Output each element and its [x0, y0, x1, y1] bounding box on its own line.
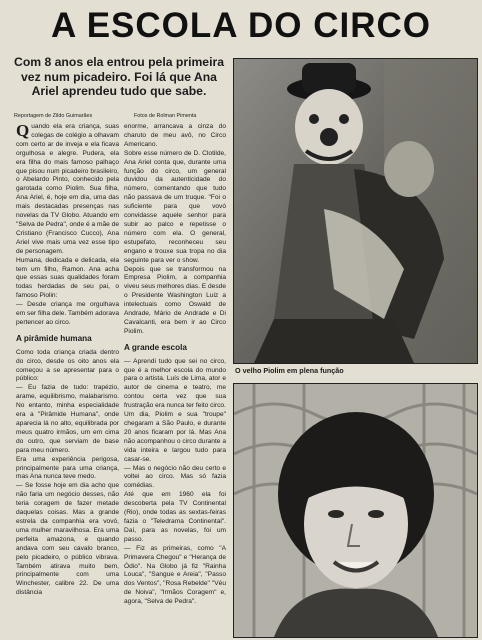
- column-1: [16, 123, 119, 598]
- paragraph: Até que em 1960 ela foi descoberta pela TV Continental (Rio), onde todas as sextas-feiras fazia o "Teledrama Continental". Daí, para as novelas, foi um passo.: [124, 491, 226, 543]
- portrait-illustration: [234, 384, 477, 637]
- headline: A ESCOLA DO CIRCO: [51, 6, 431, 45]
- clown-photo-illustration: [234, 59, 477, 363]
- paragraph: enorme, arrancava a cinza do charuto de meu avô, no Circo Americano.: [124, 123, 226, 148]
- paragraph: — Fiz as primeiras, como "A Primavera Chegou" e "Herança de Ódio". Na Globo já fiz "Rainha Louca", "Sangue e Areia", "Passo dos Ventos", "Rosa Rebelde" "Véu de Noiva", "Irmãos Coragem" e, agora, "Selva de Pedra".: [124, 544, 226, 606]
- paragraph: — Eu fazia de tudo: trapézio, arame, equilibrismo, malabarismo. No entanto, minha especialidade era a "Pirâmide Humana", onde aparecia lá no alto, equilibrada por meus quatro irmãos, um em cima do outro, que serviam de base para meu número.: [16, 384, 119, 454]
- ana-ariel-photo: [233, 383, 478, 638]
- drop-cap: Q: [16, 121, 30, 140]
- paragraph: Sobre esse número de D. Clotilde, Ana Ariel conta que, durante uma função do circo, um general duvidou da autenticidade do número, comentando que tudo não passava de um truque. "Foi o suficiente para que vovó convidasse aquele senhor para subir ao palco e repetisse o número com ela. O general, estupefato, reconheceu seu engano e trouxe sua tropa no dia seguinte para ver o show.: [124, 149, 226, 264]
- clown-photo: [233, 58, 478, 364]
- intro-text: uando ela era criança, suas colegas de colégio a olhavam com certo ar de inveja e ela ficava orgulhosa e alegre. Pudera, ela era filha do mais famoso palhaço que pisou num picadeiro brasileiro, o Abelardo Pinto, conhecido pela garotada como Piolim. Sua filha, Ana Ariel, é, hoje em dia, uma das mais destacadas presenças nas novelas da TV Globo. Atuando em "Selva de Pedra", onde é a mãe de Cristiano (Francisco Cucco), Ana Ariel vive mais uma vez esse tipo de personagem.: [16, 123, 119, 255]
- paragraph: Um dia, Piolim e sua "troupe" chegaram a São Paulo, e durante 20 anos ficaram por lá. Mas Ana não acompanhou o circo durante a vida inteira e largou tudo para casar-se.: [124, 411, 226, 463]
- photo-caption: O velho Piolim em plena função: [235, 366, 344, 375]
- paragraph-intro: [16, 123, 119, 257]
- section-title-piramide: A pirâmide humana: [16, 333, 92, 343]
- paragraph: Humana, dedicada e delicada, ela tem um filho, Ramon. Ana acha que essas suas qualidades foram todas herdadas de seu pai, o famoso Piolin:: [16, 256, 119, 300]
- photo-credit: Fotos de Rolman Pimenta: [134, 113, 197, 119]
- paragraph: Era uma experiência perigosa, principalmente para uma criança, mas Ana nunca teve medo.: [16, 455, 119, 481]
- column-2: [124, 123, 226, 607]
- paragraph: — Se fosse hoje em dia acho que não faria um negócio desses, não teria coragem de fazer metade daquelas coisas. Mas a grande estrela da companhia era vovó, uma mulher maravilhosa. Era uma perfeita amazona, e quando andava com seu cavalo branco, pelo picadeiro, o público vibrava. Também atirava muito bem, principalmente com uma Winchester, calibre 22. De uma distância: [16, 482, 119, 597]
- report-credit: Reportagem de Zildo Guimarães: [14, 113, 93, 119]
- subhead: Com 8 anos ela entrou pela primeira vez num picadeiro. Foi lá que Ana Ariel aprendeu tudo que sabe.: [14, 55, 224, 98]
- paragraph: Como toda criança criada dentro do circo, desde os oito anos ela começou a se apresentar para o público:: [16, 348, 119, 383]
- paragraph: Depois que se transformou na Empresa Piolim, a companhia viveu seus melhores dias. E desde o Presidente Washington Luiz a intelectuais como Oswald de Andrade, Mário de Andrade e Di Cavalcanti, era bem ir ao Circo Piolim.: [124, 265, 226, 335]
- paragraph: — Aprendi tudo que sei no circo, que é a melhor escola do mundo para o artista. Luís de Lima, ator e autor de cinema e teatro, me contou certa vez que sua frustração era nunca ter feito circo.: [124, 357, 226, 410]
- paragraph: — Desde criança me orgulhava em ser filha dele. Também adorava pertencer ao circo.: [16, 301, 119, 326]
- paragraph: — Mas o negócio não deu certo e voltei ao circo. Mas só fazia comédias.: [124, 464, 226, 490]
- section-title-grande-escola: A grande escola: [124, 342, 187, 352]
